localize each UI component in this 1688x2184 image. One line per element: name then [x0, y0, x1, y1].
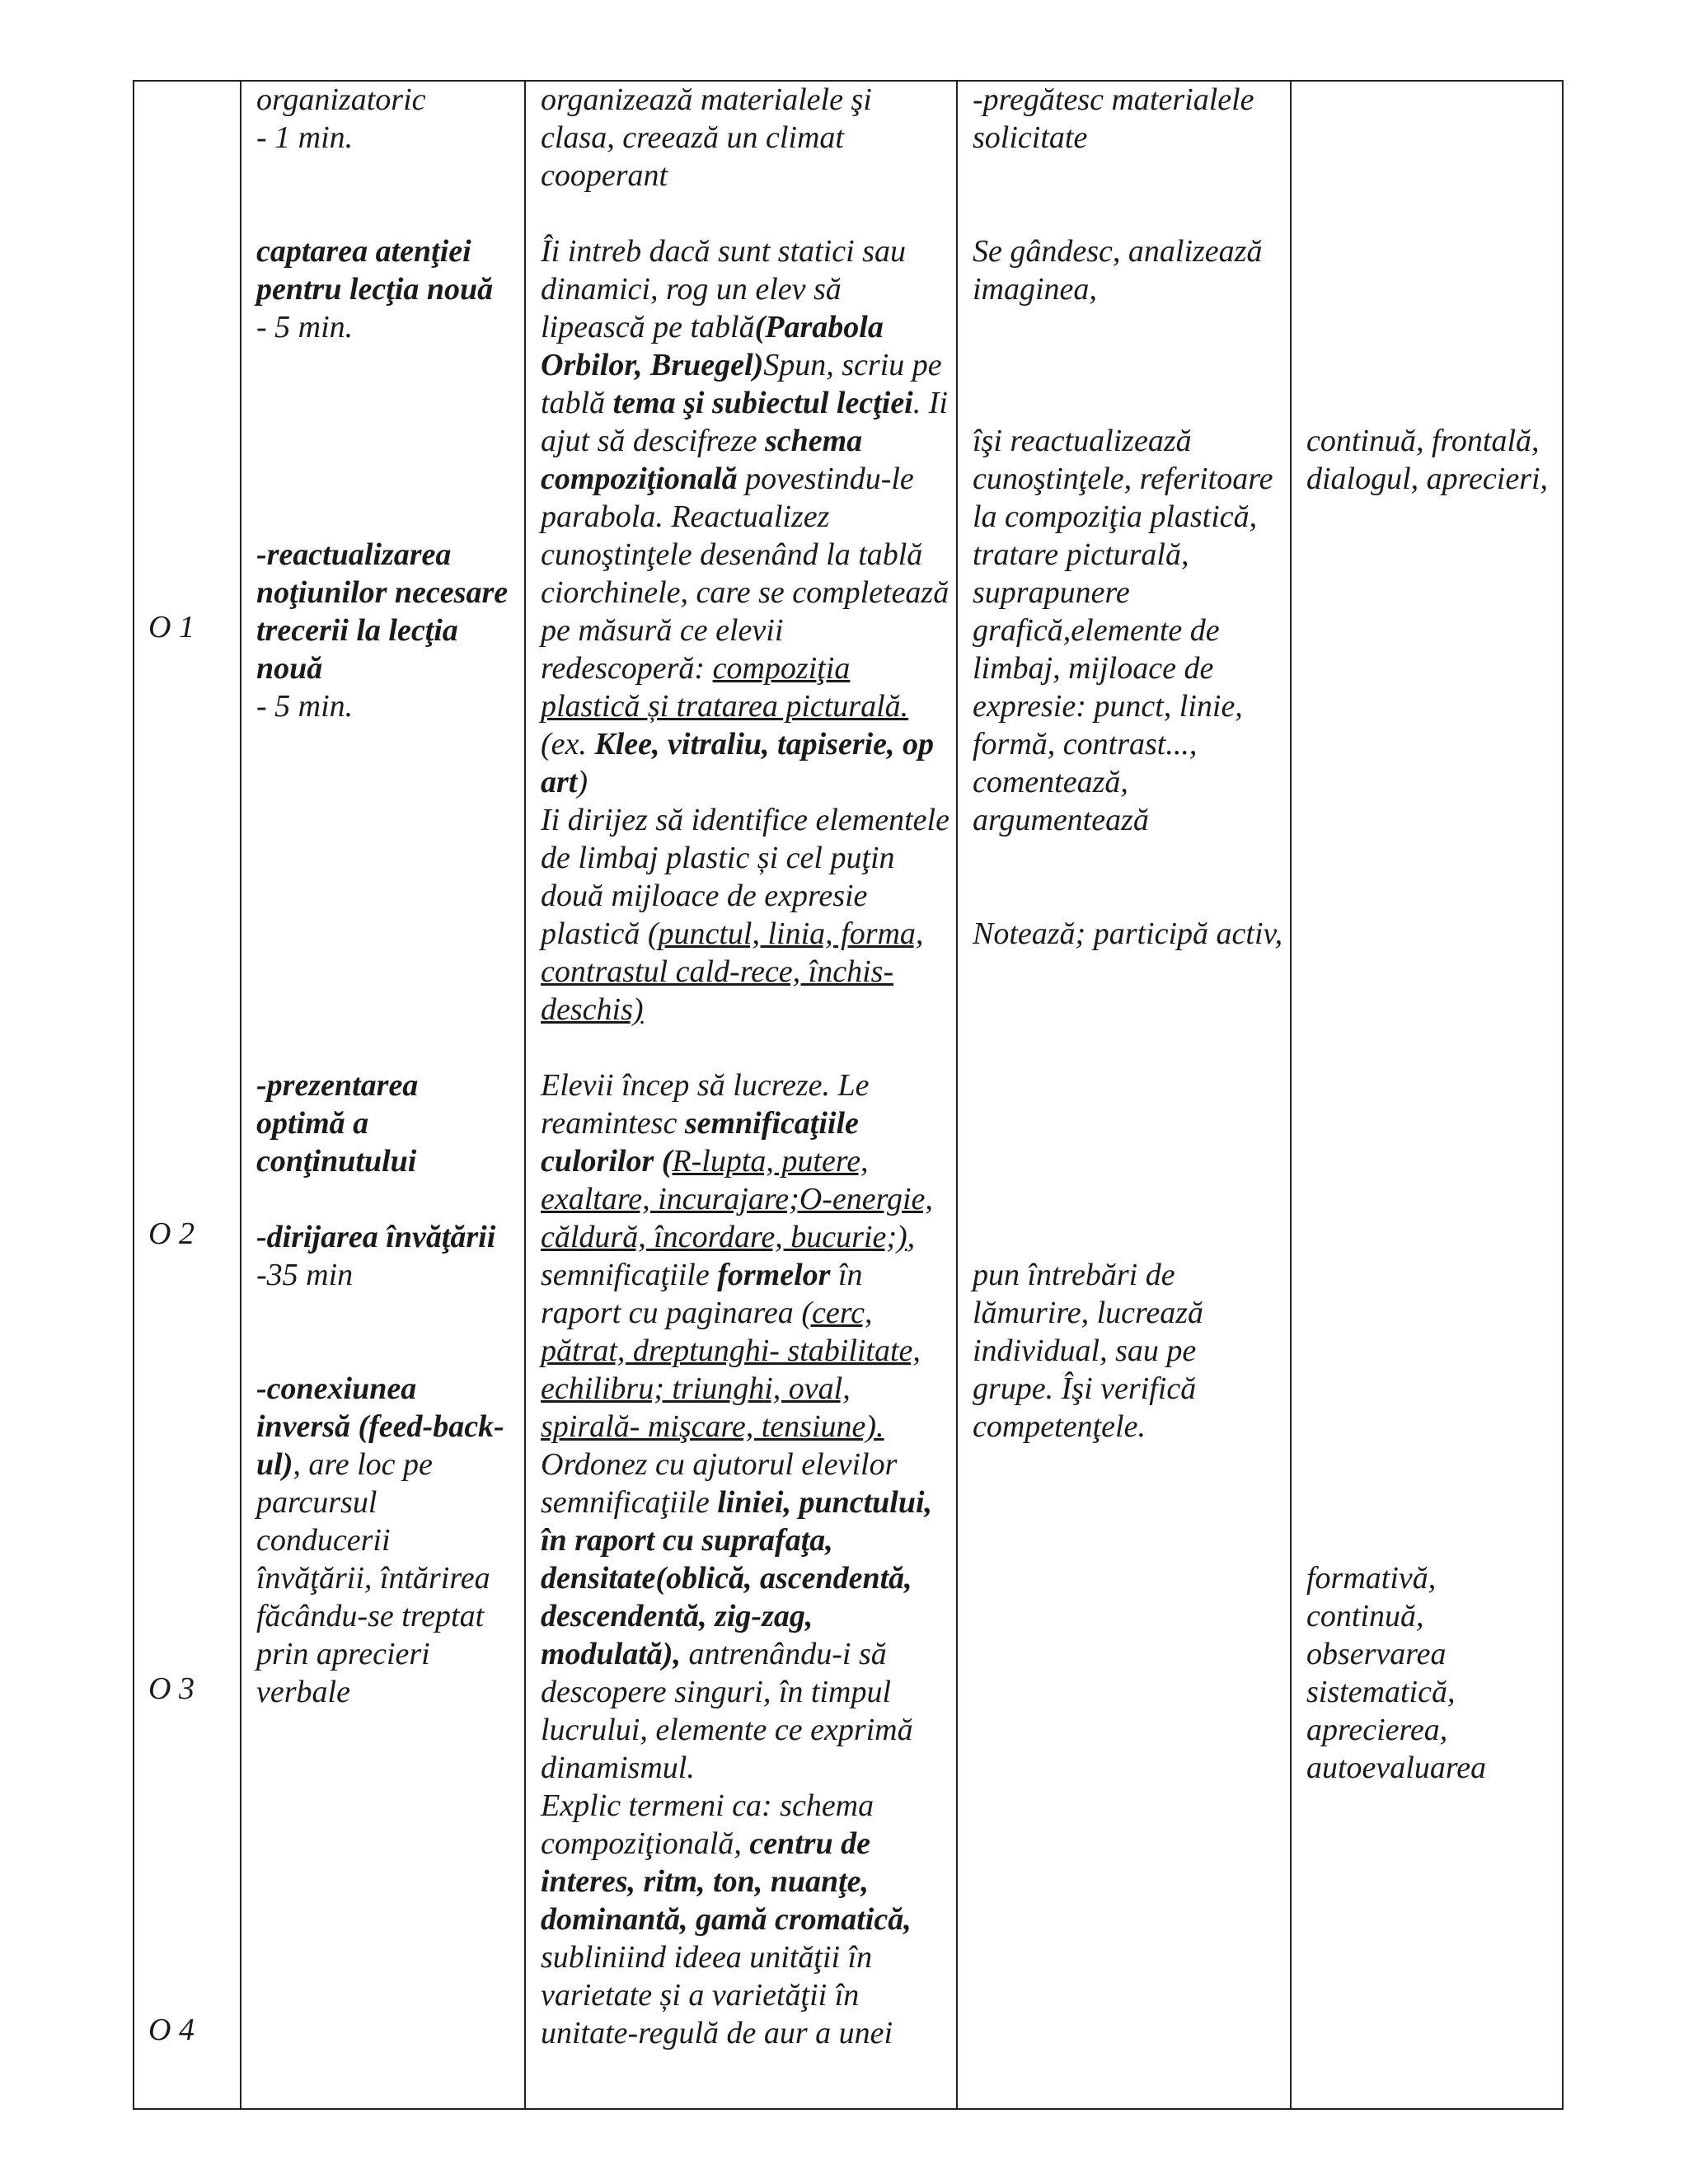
objective-label: O 4: [148, 2013, 195, 2047]
stage-title: organizatoric: [256, 82, 426, 117]
evaluation-method: continuă, frontală, dialogul, aprecieri,: [1306, 424, 1549, 496]
student-activity: Se gândesc, analizează imaginea,: [973, 234, 1263, 307]
objective-label: O 1: [148, 610, 195, 644]
student-activity: îşi reactualizează cunoştinţele, referitoare la compoziţia plastică, tratare picturală, suprapunere grafică,elemente de limbaj, mijloace de expresie: punct, linie, formă, contrast..., comentează, argumentează: [973, 424, 1273, 837]
student-activity: Notează; participă activ,: [973, 916, 1283, 951]
teacher-activity: Îi intreb dacă sunt statici sau dinamici, rog un elev să lipească pe tablă(Parabola Orbilor, Bruegel)Spun, scriu pe tablă tema şi subiectul lecţiei. Ii ajut să descifreze schema compoziţională povestindu-le parabola. Reactualizez cunoştinţele desenând la tablă ciorchinele, care se completează pe măsură ce elevii redescoperă: compoziţia plastică și tratarea picturală. (ex. Klee, vitraliu, tapiserie, op art): [541, 234, 950, 799]
stage-time: - 5 min.: [256, 689, 354, 724]
teacher-activity: Elevii încep să lucreze. Le reamintesc semnificaţiile culorilor (R-lupta, putere, exaltare, incurajare;O-energie, căldură, încordare, bucurie;), semnificaţiile formelor în raport cu paginarea (cerc, pătrat, dreptunghi- stabilitate, echilibru; triunghi, oval, spirală- mişcare, tensiune). Ordonez cu ajutorul elevilor semnificaţiile liniei, punctului, în raport cu suprafaţa, densitate(oblică, ascendentă, descendentă, zig-zag, modulată), antrenându-i să descopere singuri, în timpul lucrului, elemente ce exprimă dinamismul.: [541, 1068, 933, 1785]
stage-title: -dirijarea învăţării: [256, 1220, 496, 1254]
teacher-activity: Explic termeni ca: schema compoziţională, centru de interes, ritm, ton, nuanţe, dominantă, gamă cromatică, subliniind ideea unităţii în varietate și a varietăţii în unitate-regulă de aur a unei: [541, 1788, 912, 2050]
stage-time: - 1 min.: [256, 120, 354, 155]
evaluation-method: formativă, continuă, observarea sistematică, aprecierea, autoevaluarea: [1306, 1561, 1487, 1785]
stage-description: , are loc pe parcursul conducerii învăţării, întărirea făcându-se treptat prin aprecieri verbale: [256, 1447, 490, 1709]
column-divider: [240, 80, 241, 2110]
stage-title: -reactualizarea noţiunilor necesare trecerii la lecţia nouă: [256, 537, 509, 686]
teacher-activity: Ii dirijez să identifice elementele de limbaj plastic și cel puţin două mijloace de expresie plastică (punctul, linia, forma, contrastul cald-rece, închis-deschis): [541, 803, 950, 1027]
objective-label: O 3: [148, 1671, 195, 1706]
stage-title: captarea atenţiei pentru lecţia nouă: [256, 234, 494, 307]
stage-time: -35 min: [256, 1258, 354, 1292]
column-divider: [956, 80, 958, 2110]
column-divider: [524, 80, 526, 2110]
stage-title: -prezentarea optimă a conţinutului: [256, 1068, 419, 1179]
column-divider: [1290, 80, 1292, 2110]
objective-label: O 2: [148, 1216, 195, 1251]
student-activity: pun întrebări de lămurire, lucrează individual, sau pe grupe. Îşi verifică competenţele.: [973, 1258, 1204, 1444]
stage-title: -conexiunea inversă (feed-back-ul): [256, 1371, 504, 1482]
stage-time: - 5 min.: [256, 310, 354, 344]
student-activity: -pregătesc materialele solicitate: [973, 82, 1254, 155]
teacher-activity: organizează materialele şi clasa, creează un climat cooperant: [541, 82, 872, 193]
